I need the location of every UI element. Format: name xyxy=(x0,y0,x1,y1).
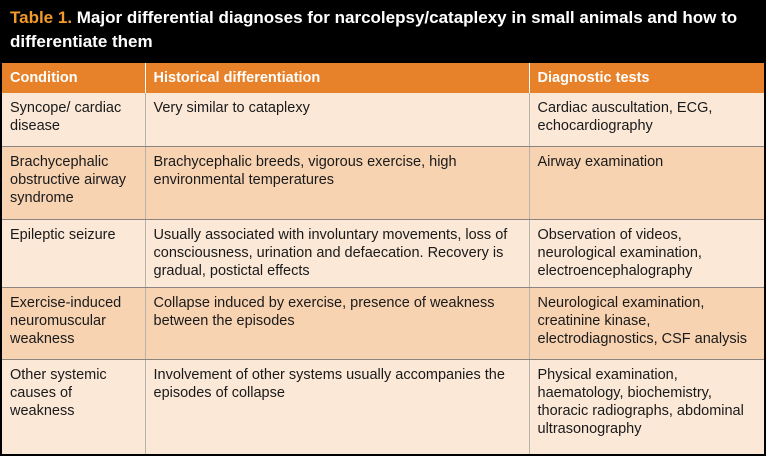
header-row xyxy=(2,63,764,93)
condition-cell: Syncope/ cardiac disease xyxy=(2,93,145,147)
table-number: Table 1. xyxy=(10,8,73,27)
history-cell: Very similar to cataplexy xyxy=(145,93,529,147)
header-diagnostic-tests: Diagnostic tests xyxy=(529,63,764,93)
history-cell: Involvement of other systems usually accompanies the episodes of collapse xyxy=(145,360,529,454)
header-historical-differentiation: Historical differentiation xyxy=(145,63,529,93)
history-cell: Collapse induced by exercise, presence of weakness between the episodes xyxy=(145,288,529,360)
condition-cell: Exercise-induced neuromuscular weakness xyxy=(2,288,145,360)
history-cell: Brachycephalic breeds, vigorous exercise, high environmental temperatures xyxy=(145,147,529,220)
table-row xyxy=(2,93,764,147)
tests-cell: Cardiac auscultation, ECG, echocardiography xyxy=(529,93,764,147)
table-row xyxy=(2,220,764,288)
differential-diagnoses-table xyxy=(2,63,764,454)
condition-cell: Epileptic seizure xyxy=(2,220,145,288)
tests-cell: Physical examination, haematology, biochemistry, thoracic radiographs, abdominal ultrasonography xyxy=(529,360,764,454)
table-row xyxy=(2,147,764,220)
table-row xyxy=(2,360,764,454)
header-condition: Condition xyxy=(2,63,145,93)
condition-cell: Other systemic causes of weakness xyxy=(2,360,145,454)
table-title xyxy=(10,6,760,54)
tests-cell: Observation of videos, neurological examination, electroencephalography xyxy=(529,220,764,288)
tests-cell: Neurological examination, creatinine kinase, electrodiagnostics, CSF analysis xyxy=(529,288,764,360)
table-row xyxy=(2,288,764,360)
tests-cell: Airway examination xyxy=(529,147,764,220)
table-caption: Major differential diagnoses for narcolepsy/cataplexy in small animals and how to differentiate them xyxy=(10,8,738,51)
history-cell: Usually associated with involuntary movements, loss of consciousness, urination and defaecation. Recovery is gradual, postictal effects xyxy=(145,220,529,288)
condition-cell: Brachycephalic obstructive airway syndrome xyxy=(2,147,145,220)
